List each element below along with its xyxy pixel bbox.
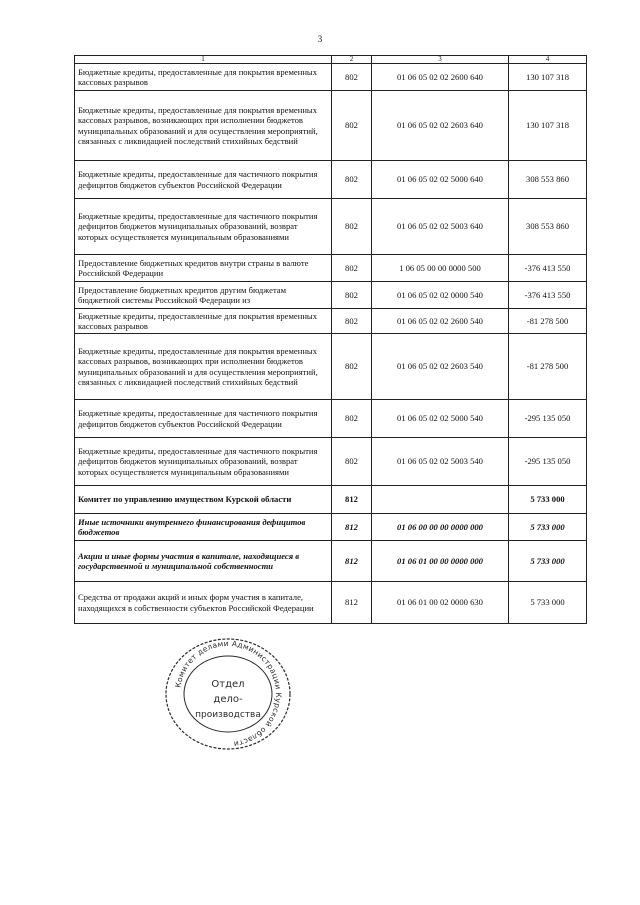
row-kbk-cell: 01 06 05 02 02 5003 540 bbox=[372, 438, 509, 486]
row-kbk-cell: 01 06 01 00 02 0000 630 bbox=[372, 582, 509, 624]
table-row bbox=[75, 199, 587, 255]
row-code-cell: 802 bbox=[332, 64, 372, 91]
row-code-cell: 802 bbox=[332, 400, 372, 438]
row-sum-cell: -376 413 550 bbox=[509, 255, 587, 282]
row-kbk-cell: 01 06 01 00 00 0000 000 bbox=[372, 541, 509, 582]
row-sum-cell: -81 278 500 bbox=[509, 334, 587, 400]
column-header-2: 2 bbox=[332, 56, 372, 64]
row-name-cell: Бюджетные кредиты, предоставленные для частичного покрытия дефицитов бюджетов субъектов Российской Федерации bbox=[75, 400, 332, 438]
row-name-cell: Бюджетные кредиты, предоставленные для покрытия временных кассовых разрывов bbox=[75, 309, 332, 334]
row-name-cell: Акции и иные формы участия в капитале, находящиеся в государственной и муниципальной собственности bbox=[75, 541, 332, 582]
row-sum-cell: 308 553 860 bbox=[509, 199, 587, 255]
stamp-line-3: производства bbox=[195, 710, 261, 720]
row-kbk-cell: 01 06 05 02 02 2600 640 bbox=[372, 64, 509, 91]
row-name-cell: Иные источники внутреннего финансирования дефицитов бюджетов bbox=[75, 514, 332, 541]
row-kbk-cell: 01 06 05 02 02 2600 540 bbox=[372, 309, 509, 334]
row-name-cell: Комитет по управлению имуществом Курской области bbox=[75, 486, 332, 514]
row-code-cell: 802 bbox=[332, 334, 372, 400]
row-code-cell: 812 bbox=[332, 514, 372, 541]
row-name-cell: Бюджетные кредиты, предоставленные для покрытия временных кассовых разрывов bbox=[75, 64, 332, 91]
column-header-3: 3 bbox=[372, 56, 509, 64]
table-row bbox=[75, 91, 587, 161]
row-name-cell: Бюджетные кредиты, предоставленные для частичного покрытия дефицитов бюджетов субъектов Российской Федерации bbox=[75, 161, 332, 199]
row-code-cell: 802 bbox=[332, 91, 372, 161]
row-code-cell: 802 bbox=[332, 309, 372, 334]
table-body bbox=[75, 64, 587, 624]
row-sum-cell: 5 733 000 bbox=[509, 541, 587, 582]
row-name-cell: Средства от продажи акций и иных форм участия в капитале, находящихся в собственности субъектов Российской Федерации bbox=[75, 582, 332, 624]
table-row bbox=[75, 400, 587, 438]
table-row bbox=[75, 334, 587, 400]
table-row bbox=[75, 486, 587, 514]
table-row bbox=[75, 282, 587, 309]
row-code-cell: 802 bbox=[332, 255, 372, 282]
table-row bbox=[75, 309, 587, 334]
row-kbk-cell bbox=[372, 486, 509, 514]
row-code-cell: 812 bbox=[332, 582, 372, 624]
row-kbk-cell: 01 06 05 02 02 5000 540 bbox=[372, 400, 509, 438]
row-sum-cell: 5 733 000 bbox=[509, 582, 587, 624]
row-code-cell: 802 bbox=[332, 438, 372, 486]
row-sum-cell: 5 733 000 bbox=[509, 514, 587, 541]
page-number: 3 bbox=[317, 34, 323, 44]
row-name-cell: Предоставление бюджетных кредитов внутри страны в валюте Российской Федерации bbox=[75, 255, 332, 282]
row-sum-cell: 308 553 860 bbox=[509, 161, 587, 199]
row-name-cell: Бюджетные кредиты, предоставленные для частичного покрытия дефицитов бюджетов муниципальных образований, возврат которых осуществляется муниципальным образованиями bbox=[75, 438, 332, 486]
office-stamp bbox=[162, 636, 294, 752]
table-row bbox=[75, 64, 587, 91]
row-kbk-cell: 1 06 05 00 00 0000 500 bbox=[372, 255, 509, 282]
stamp-line-1: Отдел bbox=[211, 679, 245, 690]
row-sum-cell: -295 135 050 bbox=[509, 438, 587, 486]
row-kbk-cell: 01 06 00 00 00 0000 000 bbox=[372, 514, 509, 541]
table-row bbox=[75, 255, 587, 282]
row-code-cell: 812 bbox=[332, 541, 372, 582]
column-header-1: 1 bbox=[75, 56, 332, 64]
table-row bbox=[75, 541, 587, 582]
row-kbk-cell: 01 06 05 02 02 2603 640 bbox=[372, 91, 509, 161]
table-row bbox=[75, 161, 587, 199]
row-name-cell: Бюджетные кредиты, предоставленные для покрытия временных кассовых разрывов, возникающих при исполнении бюджетов муниципальных образований и для осуществления мероприятий, связанных с ликвидацией последствий стихийных бедствий bbox=[75, 334, 332, 400]
row-sum-cell: 130 107 318 bbox=[509, 64, 587, 91]
row-code-cell: 812 bbox=[332, 486, 372, 514]
row-kbk-cell: 01 06 05 02 02 5003 640 bbox=[372, 199, 509, 255]
row-code-cell: 802 bbox=[332, 282, 372, 309]
row-kbk-cell: 01 06 05 02 02 2603 540 bbox=[372, 334, 509, 400]
row-kbk-cell: 01 06 05 02 02 5000 640 bbox=[372, 161, 509, 199]
table-row bbox=[75, 514, 587, 541]
row-name-cell: Бюджетные кредиты, предоставленные для покрытия временных кассовых разрывов, возникающих при исполнении бюджетов муниципальных образований и для осуществления мероприятий, связанных с ликвидацией последствий стихийных бедствий bbox=[75, 91, 332, 161]
budget-sources-table bbox=[74, 55, 587, 624]
table-row bbox=[75, 582, 587, 624]
row-name-cell: Предоставление бюджетных кредитов другим бюджетам бюджетной системы Российской Федерации из bbox=[75, 282, 332, 309]
row-sum-cell: -295 135 050 bbox=[509, 400, 587, 438]
row-sum-cell: -376 413 550 bbox=[509, 282, 587, 309]
row-sum-cell: -81 278 500 bbox=[509, 309, 587, 334]
row-kbk-cell: 01 06 05 02 02 0000 540 bbox=[372, 282, 509, 309]
stamp-ring-textpath: Комитет делами Администрации Курской области bbox=[173, 638, 284, 749]
row-sum-cell: 130 107 318 bbox=[509, 91, 587, 161]
stamp-line-2: дело- bbox=[213, 694, 243, 705]
table-row bbox=[75, 438, 587, 486]
row-name-cell: Бюджетные кредиты, предоставленные для частичного покрытия дефицитов бюджетов муниципальных образований, возврат которых осуществляется муниципальным образованиями bbox=[75, 199, 332, 255]
row-code-cell: 802 bbox=[332, 161, 372, 199]
column-header-4: 4 bbox=[509, 56, 587, 64]
row-sum-cell: 5 733 000 bbox=[509, 486, 587, 514]
table-header-row bbox=[75, 56, 587, 64]
row-code-cell: 802 bbox=[332, 199, 372, 255]
